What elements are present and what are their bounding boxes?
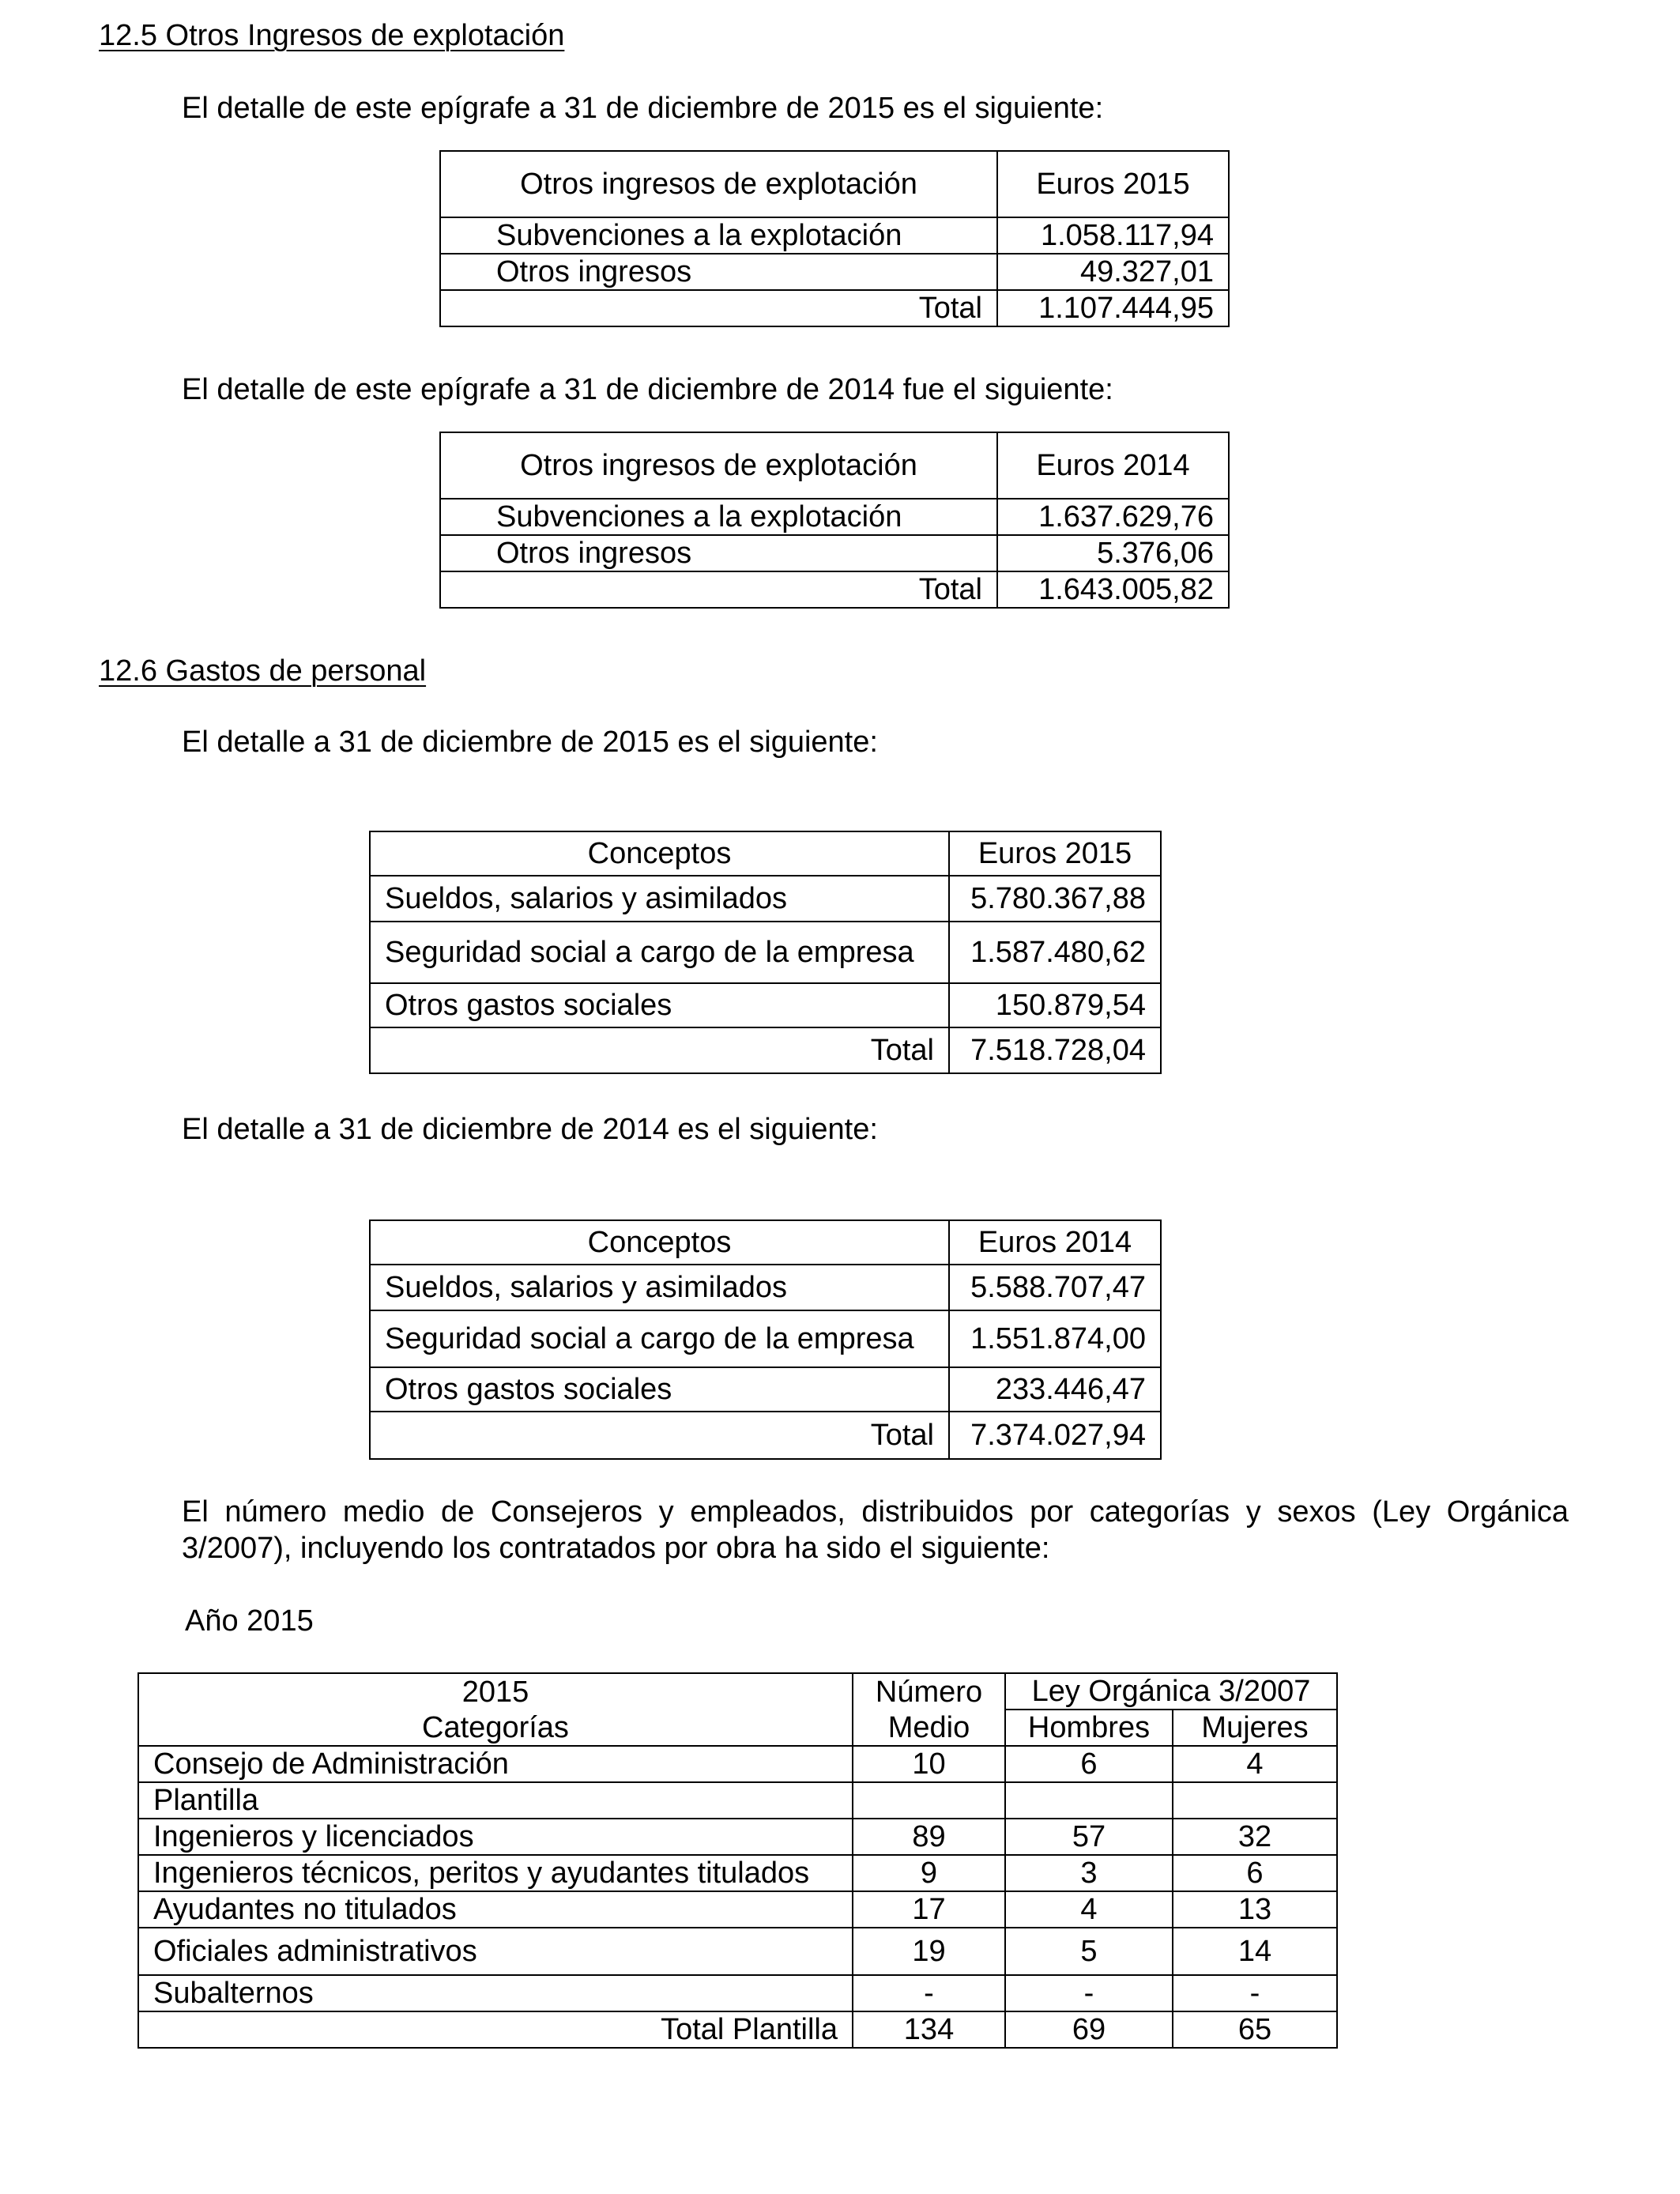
table-total-row [370, 1412, 1161, 1459]
row-category: Ingenieros técnicos, peritos y ayudantes titulados [138, 1855, 853, 1891]
employees-paragraph: El número medio de Consejeros y empleados, distribuidos por categorías y sexos (Ley Orgánica 3/2007), incluyendo los contratados por obra ha sido el siguiente: [182, 1495, 1569, 1565]
table-total-row [138, 2011, 1337, 2048]
total-value: 1.643.005,82 [997, 571, 1229, 608]
row-label: Otros ingresos [440, 254, 997, 290]
column-header: Otros ingresos de explotación [440, 151, 997, 217]
column-header: Conceptos [370, 831, 949, 876]
section-12-6-heading: 12.6 Gastos de personal [99, 654, 427, 688]
header-medio: Medio [853, 1710, 1005, 1746]
row-hombres: 57 [1005, 1819, 1173, 1855]
total-mujeres: 65 [1173, 2011, 1337, 2048]
total-label: Total [370, 1027, 949, 1073]
row-hombres: 6 [1005, 1746, 1173, 1782]
table-total-row [440, 571, 1229, 608]
table-row [138, 1855, 1337, 1891]
row-label: Otros gastos sociales [370, 983, 949, 1027]
row-hombres: 5 [1005, 1928, 1173, 1975]
row-value: 1.058.117,94 [997, 217, 1229, 254]
year-label: Año 2015 [185, 1604, 314, 1638]
row-medio: 89 [853, 1819, 1005, 1855]
table-row [138, 1975, 1337, 2011]
intro-paragraph-2015: El detalle a 31 de diciembre de 2015 es el siguiente: [182, 726, 878, 759]
row-value: 233.446,47 [949, 1367, 1161, 1412]
row-category: Ingenieros y licenciados [138, 1819, 853, 1855]
total-hombres: 69 [1005, 2011, 1173, 2048]
row-label: Otros ingresos [440, 535, 997, 571]
table-header-row [440, 432, 1229, 499]
row-label: Subvenciones a la explotación [440, 217, 997, 254]
row-mujeres: 32 [1173, 1819, 1337, 1855]
total-label: Total [370, 1412, 949, 1459]
header-numero: Número [853, 1673, 1005, 1710]
row-mujeres: 13 [1173, 1891, 1337, 1928]
row-hombres: 3 [1005, 1855, 1173, 1891]
row-category: Plantilla [138, 1782, 853, 1819]
intro-paragraph-2015: El detalle de este epígrafe a 31 de diciembre de 2015 es el siguiente: [182, 92, 1104, 125]
row-mujeres [1173, 1782, 1337, 1819]
section-12-5-heading: 12.5 Otros Ingresos de explotación [99, 19, 565, 52]
row-label: Otros gastos sociales [370, 1367, 949, 1412]
row-value: 1.551.874,00 [949, 1310, 1161, 1367]
total-value: 7.518.728,04 [949, 1027, 1161, 1073]
row-medio: - [853, 1975, 1005, 2011]
header-hombres: Hombres [1005, 1710, 1173, 1746]
table-row [138, 1928, 1337, 1975]
row-category: Subalternos [138, 1975, 853, 2011]
table-row [440, 254, 1229, 290]
column-header: Euros 2014 [997, 432, 1229, 499]
row-value: 150.879,54 [949, 983, 1161, 1027]
table-row [138, 1746, 1337, 1782]
row-hombres [1005, 1782, 1173, 1819]
table-total-row [370, 1027, 1161, 1073]
table-header-row [370, 831, 1161, 876]
row-mujeres: - [1173, 1975, 1337, 2011]
table-row [440, 535, 1229, 571]
table-row [370, 1265, 1161, 1310]
row-category: Consejo de Administración [138, 1746, 853, 1782]
total-value: 7.374.027,94 [949, 1412, 1161, 1459]
intro-paragraph-2014: El detalle a 31 de diciembre de 2014 es el siguiente: [182, 1113, 878, 1146]
row-medio: 17 [853, 1891, 1005, 1928]
column-header: Conceptos [370, 1220, 949, 1265]
row-label: Seguridad social a cargo de la empresa [370, 1310, 949, 1367]
table-row [440, 217, 1229, 254]
table-total-row [440, 290, 1229, 326]
table-row [370, 1367, 1161, 1412]
row-label: Sueldos, salarios y asimilados [370, 876, 949, 922]
row-value: 5.376,06 [997, 535, 1229, 571]
header-ley-organica: Ley Orgánica 3/2007 [1005, 1673, 1337, 1710]
table-row [370, 922, 1161, 983]
table-header-row [370, 1220, 1161, 1265]
row-value: 1.587.480,62 [949, 922, 1161, 983]
row-label: Seguridad social a cargo de la empresa [370, 922, 949, 983]
row-mujeres: 6 [1173, 1855, 1337, 1891]
row-value: 1.637.629,76 [997, 499, 1229, 535]
table-row [138, 1819, 1337, 1855]
row-value: 5.780.367,88 [949, 876, 1161, 922]
otros-ingresos-2015-table [439, 150, 1230, 327]
header-categorias: Categorías [138, 1710, 853, 1746]
row-medio [853, 1782, 1005, 1819]
gastos-personal-2014-table [369, 1220, 1162, 1460]
header-mujeres: Mujeres [1173, 1710, 1337, 1746]
total-label: Total Plantilla [138, 2011, 853, 2048]
row-hombres: - [1005, 1975, 1173, 2011]
table-row [440, 499, 1229, 535]
table-header-row [138, 1673, 1337, 1710]
table-row [138, 1891, 1337, 1928]
total-label: Total [440, 571, 997, 608]
otros-ingresos-2014-table [439, 432, 1230, 609]
row-category: Oficiales administrativos [138, 1928, 853, 1975]
table-row [138, 1782, 1337, 1819]
row-mujeres: 4 [1173, 1746, 1337, 1782]
total-value: 1.107.444,95 [997, 290, 1229, 326]
row-medio: 10 [853, 1746, 1005, 1782]
table-row [370, 983, 1161, 1027]
employees-table [137, 1672, 1338, 2049]
table-row [370, 1310, 1161, 1367]
total-medio: 134 [853, 2011, 1005, 2048]
table-header-row [440, 151, 1229, 217]
gastos-personal-2015-table [369, 831, 1162, 1074]
row-medio: 9 [853, 1855, 1005, 1891]
row-value: 49.327,01 [997, 254, 1229, 290]
header-year: 2015 [138, 1673, 853, 1710]
total-label: Total [440, 290, 997, 326]
column-header: Euros 2015 [949, 831, 1161, 876]
table-row [370, 876, 1161, 922]
row-label: Sueldos, salarios y asimilados [370, 1265, 949, 1310]
row-mujeres: 14 [1173, 1928, 1337, 1975]
row-label: Subvenciones a la explotación [440, 499, 997, 535]
row-medio: 19 [853, 1928, 1005, 1975]
row-hombres: 4 [1005, 1891, 1173, 1928]
table-header-row [138, 1710, 1337, 1746]
row-category: Ayudantes no titulados [138, 1891, 853, 1928]
row-value: 5.588.707,47 [949, 1265, 1161, 1310]
column-header: Euros 2014 [949, 1220, 1161, 1265]
intro-paragraph-2014: El detalle de este epígrafe a 31 de diciembre de 2014 fue el siguiente: [182, 373, 1113, 406]
column-header: Otros ingresos de explotación [440, 432, 997, 499]
column-header: Euros 2015 [997, 151, 1229, 217]
